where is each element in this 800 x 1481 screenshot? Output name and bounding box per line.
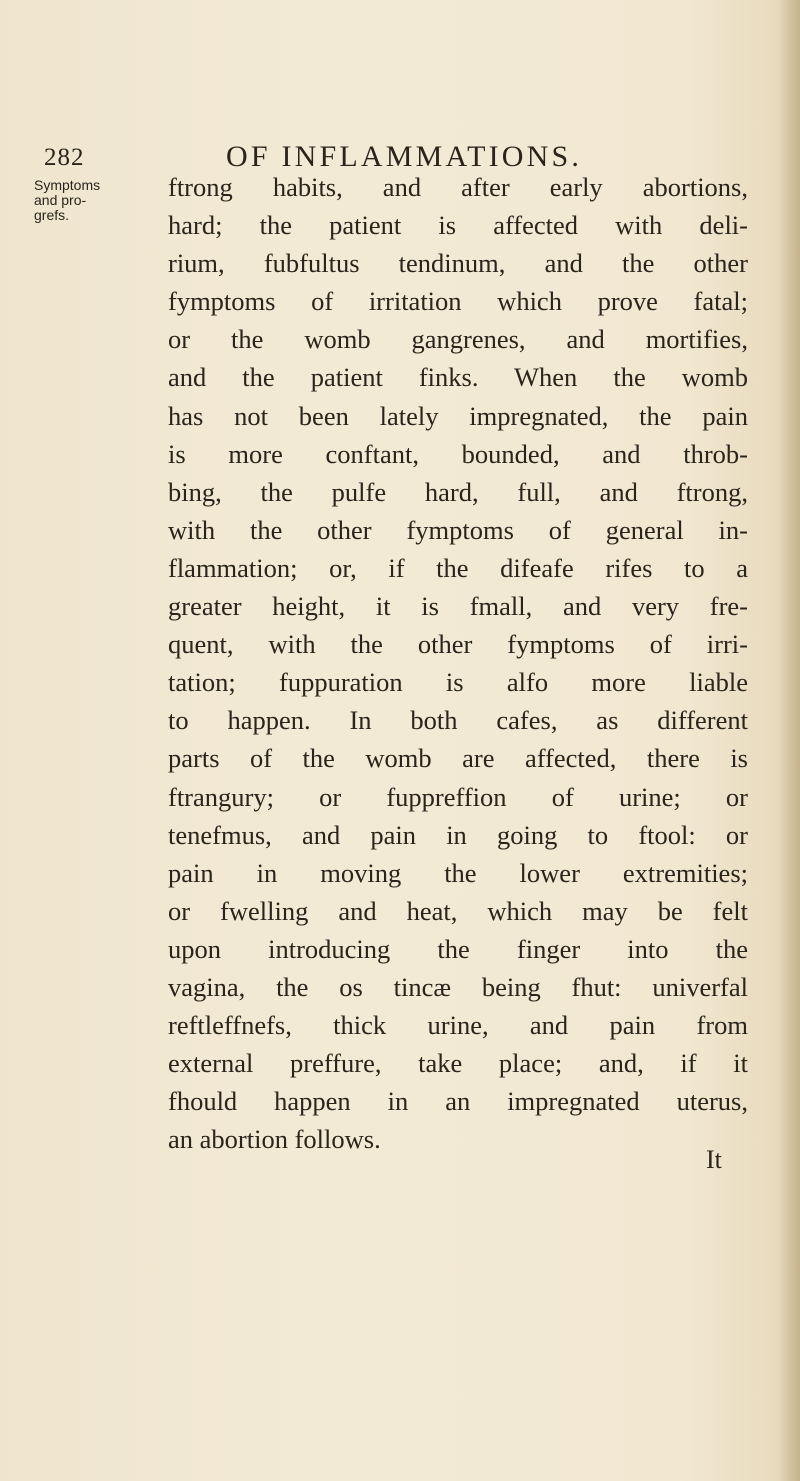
text-line: reftleffnefs, thick urine, and pain from [168, 1010, 748, 1041]
page-edge-shadow [778, 0, 800, 1481]
text-line: ftrangury; or fuppreffion of urine; or [168, 781, 748, 812]
margin-note-line: and pro- [34, 192, 87, 208]
text-line: vagina, the os tincæ being fhut: univerfal [168, 971, 748, 1002]
text-line: and the patient finks. When the womb [168, 362, 748, 393]
text-line: is more conftant, bounded, and throb- [168, 438, 748, 469]
body-text [168, 168, 748, 1158]
text-line: tenefmus, and pain in going to ftool: or [168, 819, 748, 850]
running-title: OF INFLAMMATIONS. [226, 140, 583, 173]
text-line: or fwelling and heat, which may be felt [168, 895, 748, 926]
catchword: It [706, 1145, 722, 1174]
text-line: ftrong habits, and after early abortions, [168, 172, 748, 202]
text-line: fhould happen in an impregnated uterus, [168, 1086, 748, 1117]
text-line: parts of the womb are affected, there is [168, 743, 748, 774]
text-line: rium, fubfultus tendinum, and the other [168, 248, 748, 279]
margin-note-line: Symptoms [34, 177, 101, 193]
text-line: tation; fuppuration is alfo more liable [168, 667, 748, 698]
text-line: fymptoms of irritation which prove fatal; [168, 286, 748, 317]
text-line: external preffure, take place; and, if it [168, 1048, 748, 1079]
text-line: upon introducing the finger into the [168, 933, 748, 964]
text-line: bing, the pulfe hard, full, and ftrong, [168, 476, 748, 507]
text-line: an abortion follows. [168, 1124, 381, 1155]
page-number: 282 [44, 144, 85, 171]
text-line: to happen. In both cafes, as different [168, 705, 748, 736]
margin-note [34, 178, 122, 223]
text-line: quent, with the other fymptoms of irri- [168, 629, 748, 660]
text-line: with the other fymptoms of general in- [168, 514, 748, 545]
text-line: pain in moving the lower extremities; [168, 857, 748, 888]
text-line: hard; the patient is affected with deli- [168, 210, 748, 241]
margin-note-line: grefs. [34, 207, 70, 223]
text-line: or the womb gangrenes, and mortifies, [168, 324, 748, 355]
text-line: has not been lately impregnated, the pain [168, 400, 748, 431]
text-line: greater height, it is fmall, and very fre- [168, 591, 748, 622]
text-line: flammation; or, if the difeafe rifes to a [168, 552, 748, 583]
